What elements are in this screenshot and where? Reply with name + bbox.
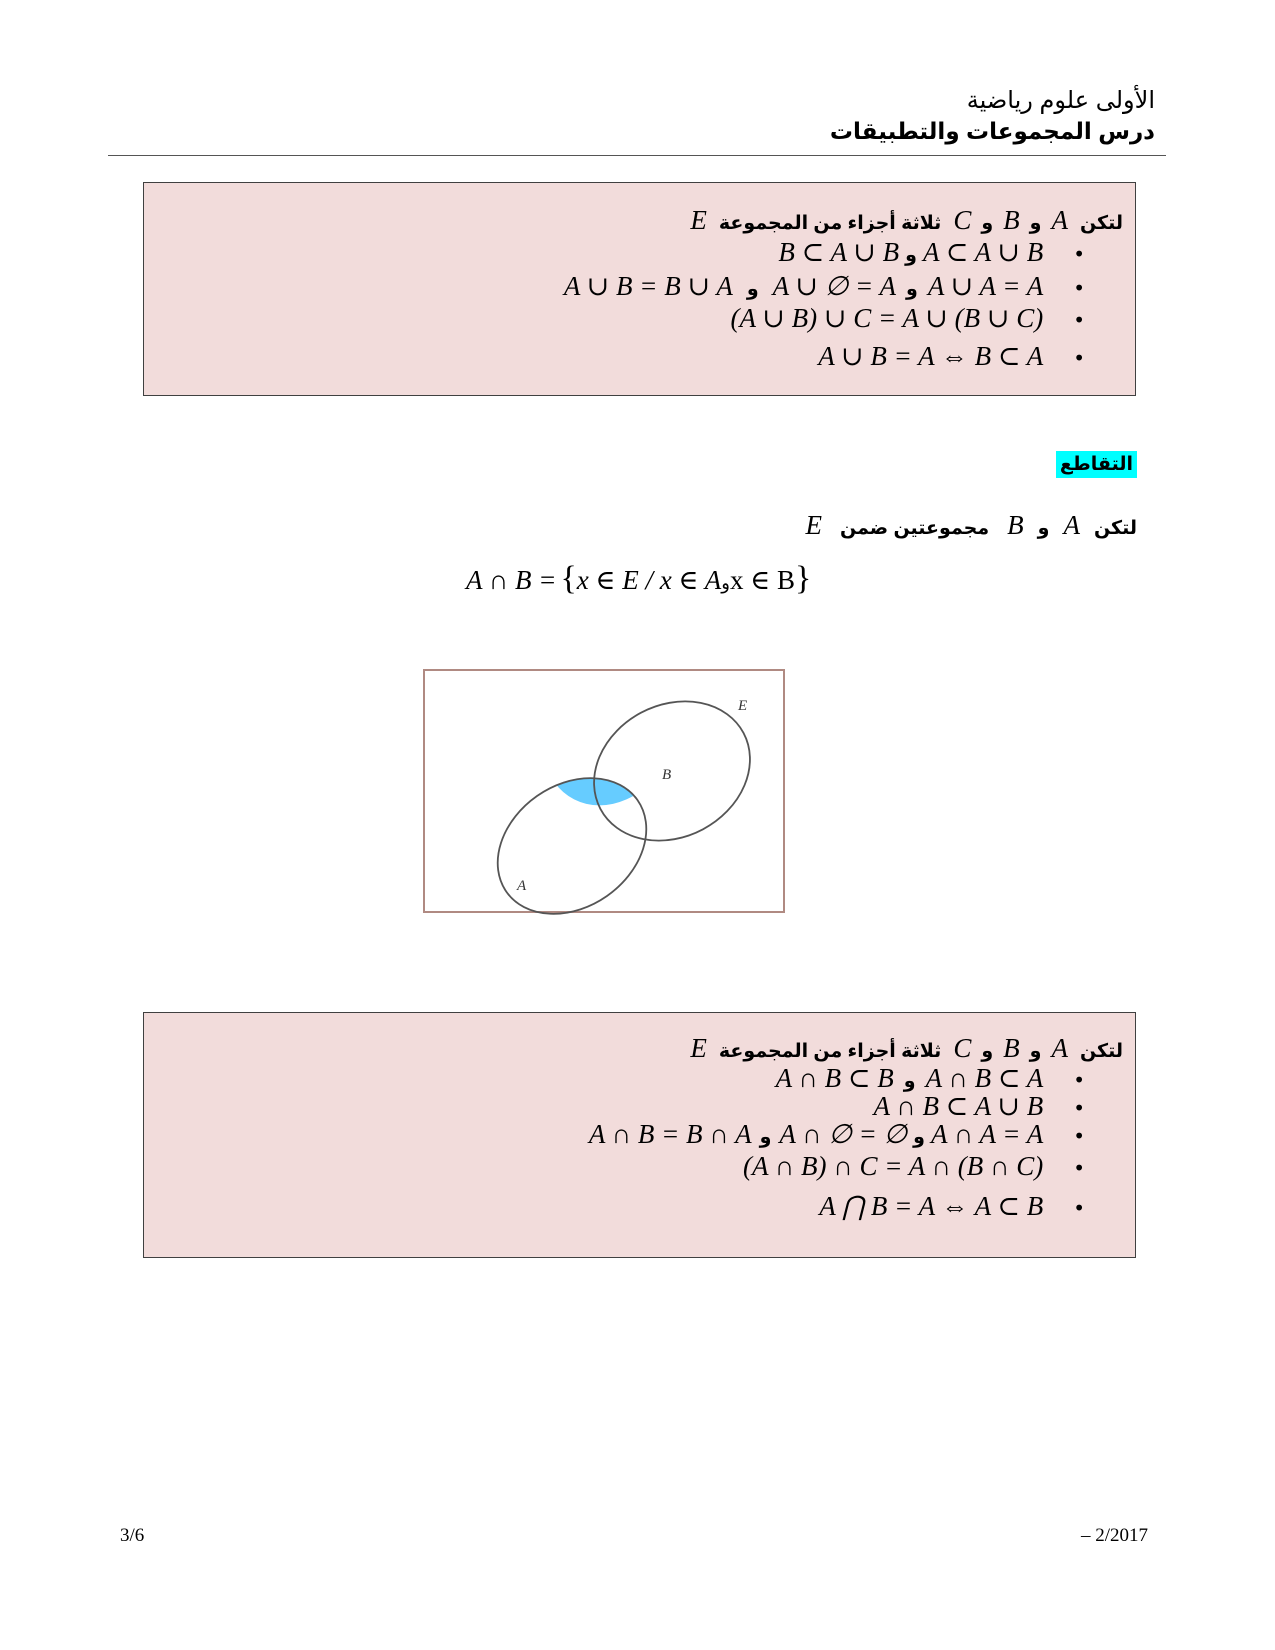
and-word: و <box>913 1127 925 1148</box>
intersection-item-3 <box>589 1119 1085 1150</box>
intersection-item-2 <box>873 1091 1085 1122</box>
union-let-text: لتكن <box>1079 213 1123 234</box>
set-B: B <box>1003 205 1020 235</box>
and-word: و <box>1029 213 1042 234</box>
intersection-let-text: لتكن <box>1079 1041 1123 1062</box>
set-E: E <box>805 510 822 540</box>
bullet: • <box>1073 276 1085 300</box>
union-property: A ∪ A = A <box>927 271 1044 301</box>
and-word: و <box>746 279 759 300</box>
and-word: و <box>981 213 994 234</box>
intersection-property: A ∩ A = A <box>930 1119 1044 1149</box>
bullet: • <box>1073 1124 1085 1148</box>
union-item-3 <box>731 303 1086 334</box>
intersection-item-5 <box>819 1191 1085 1222</box>
union-intro-line <box>690 205 1123 236</box>
union-properties-box <box>143 182 1136 396</box>
and-word: و <box>906 279 918 300</box>
set-E: E <box>690 1033 707 1063</box>
bullet: • <box>1073 1156 1085 1180</box>
venn-label-E: E <box>738 698 748 714</box>
definition-condition-b: x ∈ B <box>729 565 795 595</box>
and-word: و <box>903 1071 916 1092</box>
brace-open: { <box>560 560 577 597</box>
footer-date: – 2/2017 <box>1080 1525 1148 1546</box>
intersection-intro-line <box>805 510 1137 541</box>
intersection-property: A ∩ B ⊂ A ∪ B <box>873 1091 1044 1121</box>
definition-condition: x ∈ E / x ∈ A <box>576 565 722 595</box>
set-B: B <box>1003 1033 1020 1063</box>
union-parts-text: ثلاثة أجزاء من المجموعة <box>718 213 942 234</box>
union-item-4 <box>818 341 1085 372</box>
section-title-intersection: التقاطع <box>1056 451 1137 478</box>
bullet: • <box>1073 1096 1085 1120</box>
union-property: B ⊂ A ∪ B <box>778 237 900 267</box>
set-A: A <box>1051 205 1068 235</box>
intersection-box-intro <box>690 1033 1123 1064</box>
and-word: و <box>1037 518 1050 539</box>
intersection-equivalence: A ⋂ B = A ⇔ A ⊂ B <box>819 1191 1044 1221</box>
intersection-parts-text: ثلاثة أجزاء من المجموعة <box>718 1041 942 1062</box>
and-word: و <box>1029 1041 1042 1062</box>
union-associativity: (A ∪ B) ∪ C = A ∪ (B ∪ C) <box>730 303 1044 333</box>
intersection-associativity: (A ∩ B) ∩ C = A ∩ (B ∩ C) <box>742 1151 1044 1181</box>
set-A: A <box>1051 1033 1068 1063</box>
union-item-2 <box>564 271 1085 302</box>
intersection-item-1 <box>776 1063 1085 1094</box>
set-E: E <box>690 205 707 235</box>
document-header-level: الأولى علوم رياضية <box>966 87 1155 114</box>
and-word: و <box>981 1041 994 1062</box>
union-equivalence: A ∪ B = A ⇔ B ⊂ A <box>818 341 1044 371</box>
bullet: • <box>1073 242 1085 266</box>
bullet: • <box>1073 308 1085 332</box>
and-word: و <box>905 245 917 266</box>
intersection-item-4 <box>743 1151 1085 1182</box>
union-property: A ⊂ A ∪ B <box>922 237 1044 267</box>
intersection-definition <box>466 560 811 598</box>
bullet: • <box>1073 1068 1085 1092</box>
page-number: 3/6 <box>120 1525 145 1546</box>
set-B: B <box>1007 510 1024 540</box>
document-header-title: درس المجموعات والتطبيقات <box>829 118 1155 144</box>
bullet: • <box>1073 346 1085 370</box>
intersection-sets-text: مجموعتين ضمن <box>839 518 990 539</box>
union-item-1 <box>778 237 1085 268</box>
intersection-property: A ∩ B = B ∩ A <box>588 1119 752 1149</box>
set-C: C <box>953 205 972 235</box>
and-word: و <box>759 1127 772 1148</box>
intersection-properties-box <box>143 1012 1136 1258</box>
and-word: و <box>721 573 730 593</box>
intersection-property: A ∩ B ⊂ A <box>925 1063 1044 1093</box>
venn-diagram <box>420 666 790 920</box>
definition-lhs: A ∩ B = <box>466 565 557 595</box>
bullet: • <box>1073 1196 1085 1220</box>
set-C: C <box>953 1033 972 1063</box>
union-property: A ∪ ∅ = A <box>772 271 897 301</box>
set-A: A <box>1063 510 1080 540</box>
intersection-property: A ∩ ∅ = ∅ <box>779 1119 908 1149</box>
intersection-let-text: لتكن <box>1093 518 1137 539</box>
union-property: A ∪ B = B ∪ A <box>563 271 733 301</box>
venn-label-B: B <box>662 767 672 783</box>
brace-close: } <box>794 560 812 597</box>
header-divider <box>108 155 1166 156</box>
venn-label-A: A <box>517 878 527 894</box>
intersection-property: A ∩ B ⊂ B <box>775 1063 894 1093</box>
